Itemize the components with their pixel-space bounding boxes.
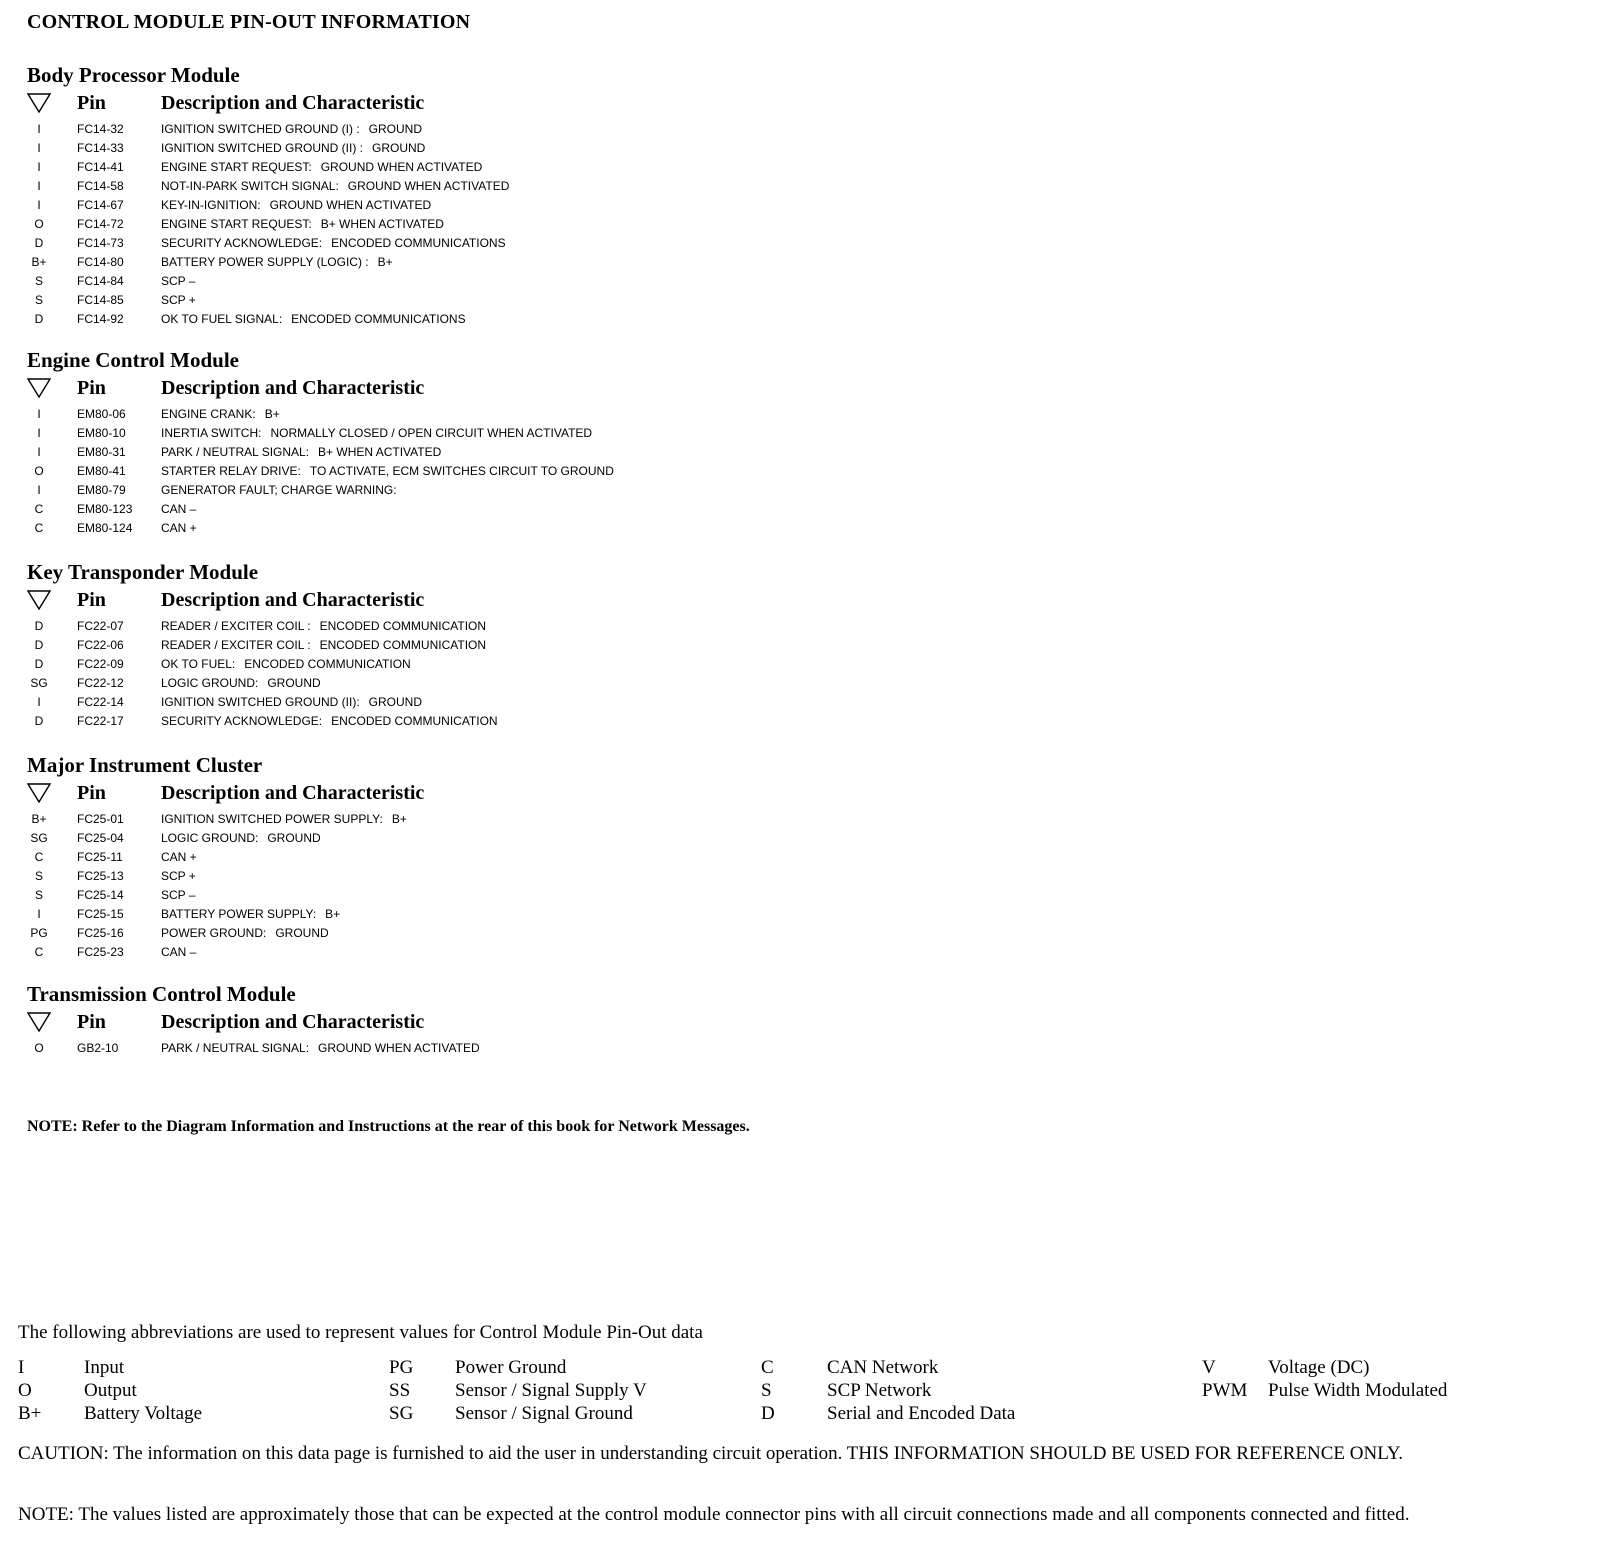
pin-description: [161, 943, 205, 962]
pin-description: [161, 272, 204, 291]
pin-id: FC14-80: [77, 255, 124, 269]
pin-id: FC25-04: [77, 831, 124, 845]
section-transmission-control-module: [27, 981, 927, 1058]
pin-description: [161, 519, 206, 538]
pin-id: FC14-33: [77, 141, 124, 155]
description-text: CAN –: [161, 502, 197, 516]
pin-id: FC25-23: [77, 945, 124, 959]
abbreviation-meaning: Sensor / Signal Ground: [455, 1403, 633, 1424]
pin-id: EM80-123: [77, 502, 133, 516]
pin-table: [27, 1039, 927, 1058]
signal-type: I: [37, 179, 41, 193]
description-column-header: Description and Characteristic: [161, 1011, 425, 1033]
pin-description: [161, 443, 441, 462]
pin-column-header: Pin: [77, 377, 106, 399]
section-title: Engine Control Module: [27, 348, 239, 372]
table-header: [27, 587, 927, 617]
table-row: [27, 310, 927, 329]
characteristic-value: TO ACTIVATE, ECM SWITCHES CIRCUIT TO GROUND: [309, 464, 614, 478]
description-text: LOGIC GROUND:: [161, 676, 259, 690]
pin-id: FC14-32: [77, 122, 124, 136]
pin-description: [161, 693, 422, 712]
characteristic-value: B+: [391, 812, 407, 826]
pin-id: FC14-67: [77, 198, 124, 212]
signal-type: S: [34, 869, 43, 883]
table-row: [27, 943, 927, 962]
direction-triangle-icon: [27, 590, 51, 610]
table-row: [27, 693, 927, 712]
table-row: [27, 829, 927, 848]
pin-id: FC25-14: [77, 888, 124, 902]
pin-id: FC22-12: [77, 676, 124, 690]
description-text: IGNITION SWITCHED GROUND (II) :: [161, 141, 363, 155]
signal-type: C: [34, 850, 44, 864]
description-text: ENGINE START REQUEST:: [161, 160, 312, 174]
abbreviation-meaning: Sensor / Signal Supply V: [455, 1380, 647, 1401]
characteristic-value: GROUND: [368, 122, 422, 136]
table-row: [27, 291, 927, 310]
pin-description: [161, 481, 406, 500]
signal-type: C: [34, 945, 44, 959]
signal-type: I: [37, 160, 41, 174]
abbreviation-code: B+: [18, 1403, 42, 1424]
description-text: SCP –: [161, 274, 196, 288]
section-major-instrument-cluster: [27, 752, 927, 962]
description-text: READER / EXCITER COIL :: [161, 638, 311, 652]
signal-type: B+: [31, 812, 47, 826]
description-text: BATTERY POWER SUPPLY:: [161, 907, 317, 921]
signal-type: I: [37, 198, 41, 212]
table-row: [27, 655, 927, 674]
signal-type: I: [37, 407, 41, 421]
abbreviation-code: C: [761, 1357, 774, 1378]
pin-column-header: Pin: [77, 1011, 106, 1033]
characteristic-value: GROUND: [267, 831, 321, 845]
table-row: [27, 867, 927, 886]
pin-id: FC14-73: [77, 236, 124, 250]
table-row: [27, 617, 927, 636]
abbreviation-meaning: Power Ground: [455, 1357, 567, 1378]
description-text: IGNITION SWITCHED GROUND (I) :: [161, 122, 360, 136]
pin-description: [161, 234, 506, 253]
pin-description: [161, 810, 407, 829]
direction-triangle-icon: [27, 1012, 51, 1032]
signal-type: I: [37, 695, 41, 709]
table-row: [27, 848, 927, 867]
caution-text: CAUTION: The information on this data page is furnished to aid the user in understanding circuit operation. THIS INFORMATION SHOULD BE USED FOR REFERENCE ONLY.: [18, 1443, 1403, 1464]
pin-id: EM80-10: [77, 426, 126, 440]
description-text: POWER GROUND:: [161, 926, 267, 940]
abbreviation-code: PG: [389, 1357, 414, 1378]
signal-type: D: [34, 714, 44, 728]
abbreviation-code: D: [761, 1403, 775, 1424]
description-text: BATTERY POWER SUPPLY (LOGIC) :: [161, 255, 369, 269]
signal-type: S: [34, 274, 43, 288]
description-text: SECURITY ACKNOWLEDGE:: [161, 714, 323, 728]
description-text: KEY-IN-IGNITION:: [161, 198, 261, 212]
direction-triangle-icon: [27, 783, 51, 803]
description-text: SCP +: [161, 293, 196, 307]
pin-id: EM80-124: [77, 521, 133, 535]
pin-description: [161, 139, 425, 158]
table-row: [27, 158, 927, 177]
characteristic-value: GROUND WHEN ACTIVATED: [320, 160, 483, 174]
page-title: CONTROL MODULE PIN-OUT INFORMATION: [27, 11, 471, 33]
pin-id: FC14-58: [77, 179, 124, 193]
pin-id: FC14-92: [77, 312, 124, 326]
characteristic-value: GROUND: [368, 695, 422, 709]
characteristic-value: GROUND WHEN ACTIVATED: [318, 1041, 480, 1055]
characteristic-value: GROUND: [372, 141, 426, 155]
signal-type: I: [37, 483, 41, 497]
characteristic-value: B+: [264, 407, 280, 421]
pin-column-header: Pin: [77, 92, 106, 114]
pin-description: [161, 196, 431, 215]
pin-id: FC25-13: [77, 869, 124, 883]
description-text: SCP +: [161, 869, 196, 883]
table-row: [27, 234, 927, 253]
table-row: [27, 120, 927, 139]
pin-id: FC22-06: [77, 638, 124, 652]
pin-table: [27, 405, 927, 538]
characteristic-value: ENCODED COMMUNICATION: [244, 657, 411, 671]
pin-table: [27, 617, 927, 731]
pin-description: [161, 905, 340, 924]
table-row: [27, 905, 927, 924]
pin-id: FC22-17: [77, 714, 124, 728]
direction-triangle-icon: [27, 378, 51, 398]
signal-type: O: [34, 464, 44, 478]
signal-type: D: [34, 619, 44, 633]
characteristic-value: GROUND: [267, 676, 321, 690]
signal-type: S: [34, 293, 43, 307]
pin-id: FC22-14: [77, 695, 124, 709]
table-row: [27, 215, 927, 234]
table-row: [27, 405, 927, 424]
abbreviation-code: PWM: [1202, 1380, 1248, 1401]
table-header: [27, 780, 927, 810]
table-header: [27, 375, 927, 405]
pin-description: [161, 158, 482, 177]
pin-id: FC22-07: [77, 619, 124, 633]
characteristic-value: ENCODED COMMUNICATION: [319, 619, 487, 633]
pin-description: [161, 848, 206, 867]
pin-description: [161, 829, 321, 848]
pin-id: EM80-31: [77, 445, 126, 459]
pin-id: EM80-79: [77, 483, 126, 497]
signal-type: SG: [30, 676, 48, 690]
values-note: NOTE: The values listed are approximately those that can be expected at the control module connector pins with all circuit connections made and all components connected and fitted.: [18, 1504, 1410, 1525]
table-header: [27, 90, 927, 120]
table-row: [27, 886, 927, 905]
signal-type: I: [37, 122, 41, 136]
characteristic-value: ENCODED COMMUNICATION: [331, 714, 498, 728]
description-text: PARK / NEUTRAL SIGNAL:: [161, 1041, 310, 1055]
table-row: [27, 196, 927, 215]
pin-description: [161, 120, 422, 139]
section-title: Key Transponder Module: [27, 560, 259, 584]
pin-description: [161, 424, 592, 443]
signal-type: O: [34, 1041, 44, 1055]
description-column-header: Description and Characteristic: [161, 92, 425, 114]
table-row: [27, 139, 927, 158]
pin-description: [161, 712, 498, 731]
pin-id: EM80-41: [77, 464, 126, 478]
pin-column-header: Pin: [77, 589, 106, 611]
description-text: ENGINE START REQUEST:: [161, 217, 312, 231]
signal-type: B+: [31, 255, 47, 269]
description-text: CAN +: [161, 850, 197, 864]
pin-description: [161, 500, 205, 519]
pin-description: [161, 215, 444, 234]
description-text: NOT-IN-PARK SWITCH SIGNAL:: [161, 179, 339, 193]
table-row: [27, 253, 927, 272]
signal-type: SG: [30, 831, 48, 845]
abbreviation-code: S: [761, 1380, 772, 1401]
description-text: CAN +: [161, 521, 197, 535]
description-text: READER / EXCITER COIL :: [161, 619, 311, 633]
pin-description: [161, 253, 393, 272]
signal-type: D: [34, 638, 44, 652]
signal-type: C: [34, 521, 44, 535]
signal-type: I: [37, 141, 41, 155]
signal-type: C: [34, 502, 44, 516]
section-title: Body Processor Module: [27, 63, 240, 87]
table-row: [27, 674, 927, 693]
signal-type: I: [37, 445, 41, 459]
abbreviation-code: SS: [389, 1380, 411, 1401]
pin-description: [161, 462, 614, 481]
characteristic-value: ENCODED COMMUNICATIONS: [331, 236, 506, 250]
pin-description: [161, 1039, 480, 1058]
characteristic-value: GROUND WHEN ACTIVATED: [269, 198, 432, 212]
table-row: [27, 462, 927, 481]
network-messages-note: NOTE: Refer to the Diagram Information and Instructions at the rear of this book for Network Messages.: [27, 1118, 750, 1135]
description-text: CAN –: [161, 945, 197, 959]
description-text: SECURITY ACKNOWLEDGE:: [161, 236, 323, 250]
table-row: [27, 519, 927, 538]
pin-id: FC14-84: [77, 274, 124, 288]
abbreviation-code: I: [18, 1357, 25, 1378]
description-text: INERTIA SWITCH:: [161, 426, 262, 440]
table-row: [27, 443, 927, 462]
pin-description: [161, 405, 280, 424]
table-row: [27, 272, 927, 291]
table-row: [27, 500, 927, 519]
description-text: ENGINE CRANK:: [161, 407, 256, 421]
pin-id: FC25-15: [77, 907, 124, 921]
section-title: Transmission Control Module: [27, 982, 296, 1006]
description-text: IGNITION SWITCHED POWER SUPPLY:: [161, 812, 383, 826]
description-text: PARK / NEUTRAL SIGNAL:: [161, 445, 310, 459]
table-row: [27, 177, 927, 196]
abbreviation-meaning: Output: [84, 1380, 137, 1401]
section-body-processor-module: [27, 62, 927, 329]
pin-description: [161, 886, 204, 905]
abbreviation-meaning: SCP Network: [827, 1380, 932, 1401]
pin-id: GB2-10: [77, 1041, 119, 1055]
pin-id: FC22-09: [77, 657, 124, 671]
characteristic-value: GROUND WHEN ACTIVATED: [347, 179, 510, 193]
pin-id: FC25-01: [77, 812, 124, 826]
abbreviation-meaning: CAN Network: [827, 1357, 939, 1378]
signal-type: D: [34, 312, 44, 326]
description-column-header: Description and Characteristic: [161, 589, 425, 611]
direction-triangle-icon: [27, 93, 51, 113]
abbreviation-meaning: Voltage (DC): [1268, 1357, 1370, 1378]
description-text: STARTER RELAY DRIVE:: [161, 464, 301, 478]
signal-type: D: [34, 657, 44, 671]
signal-type: I: [37, 907, 41, 921]
characteristic-value: ENCODED COMMUNICATIONS: [291, 312, 466, 326]
abbreviation-code: V: [1202, 1357, 1216, 1378]
characteristic-value: B+: [325, 907, 341, 921]
description-column-header: Description and Characteristic: [161, 377, 425, 399]
pin-description: [161, 655, 411, 674]
pin-description: [161, 291, 205, 310]
characteristic-value: ENCODED COMMUNICATION: [319, 638, 487, 652]
abbreviation-meaning: Battery Voltage: [84, 1403, 203, 1424]
pin-id: FC25-11: [77, 850, 123, 864]
pin-table: [27, 120, 927, 329]
table-header: [27, 1009, 927, 1039]
pin-description: [161, 674, 321, 693]
signal-type: D: [34, 236, 44, 250]
pin-description: [161, 924, 329, 943]
abbreviation-code: SG: [389, 1403, 414, 1424]
abbreviation-meaning: Serial and Encoded Data: [827, 1403, 1016, 1424]
abbreviations-intro: The following abbreviations are used to represent values for Control Module Pin-Out data: [18, 1322, 703, 1343]
signal-type: S: [34, 888, 43, 902]
section-engine-control-module: [27, 347, 927, 538]
description-column-header: Description and Characteristic: [161, 782, 425, 804]
pin-id: FC14-41: [77, 160, 124, 174]
section-key-transponder-module: [27, 559, 927, 731]
description-text: OK TO FUEL SIGNAL:: [161, 312, 283, 326]
table-row: [27, 424, 927, 443]
signal-type: I: [37, 426, 41, 440]
pin-description: [161, 867, 205, 886]
table-row: [27, 810, 927, 829]
pin-table: [27, 810, 927, 962]
description-text: LOGIC GROUND:: [161, 831, 259, 845]
description-text: IGNITION SWITCHED GROUND (II):: [161, 695, 360, 709]
table-row: [27, 712, 927, 731]
pin-id: FC14-72: [77, 217, 124, 231]
pin-column-header: Pin: [77, 782, 106, 804]
table-row: [27, 924, 927, 943]
abbreviation-meaning: Input: [84, 1357, 125, 1378]
characteristic-value: B+ WHEN ACTIVATED: [318, 445, 442, 459]
pin-id: FC25-16: [77, 926, 124, 940]
pin-id: FC14-85: [77, 293, 124, 307]
signal-type: PG: [30, 926, 48, 940]
characteristic-value: GROUND: [275, 926, 329, 940]
pin-description: [161, 310, 466, 329]
abbreviation-code: O: [18, 1380, 32, 1401]
table-row: [27, 481, 927, 500]
characteristic-value: B+: [377, 255, 393, 269]
section-title: Major Instrument Cluster: [27, 753, 263, 777]
table-row: [27, 1039, 927, 1058]
pin-description: [161, 177, 509, 196]
signal-type: O: [34, 217, 44, 231]
pin-id: EM80-06: [77, 407, 126, 421]
pin-description: [161, 617, 486, 636]
characteristic-value: B+ WHEN ACTIVATED: [320, 217, 444, 231]
characteristic-value: NORMALLY CLOSED / OPEN CIRCUIT WHEN ACTIVATED: [270, 426, 593, 440]
table-row: [27, 636, 927, 655]
description-text: OK TO FUEL:: [161, 657, 236, 671]
abbreviation-meaning: Pulse Width Modulated: [1268, 1380, 1448, 1401]
description-text: GENERATOR FAULT; CHARGE WARNING:: [161, 483, 397, 497]
pin-description: [161, 636, 486, 655]
description-text: SCP –: [161, 888, 196, 902]
